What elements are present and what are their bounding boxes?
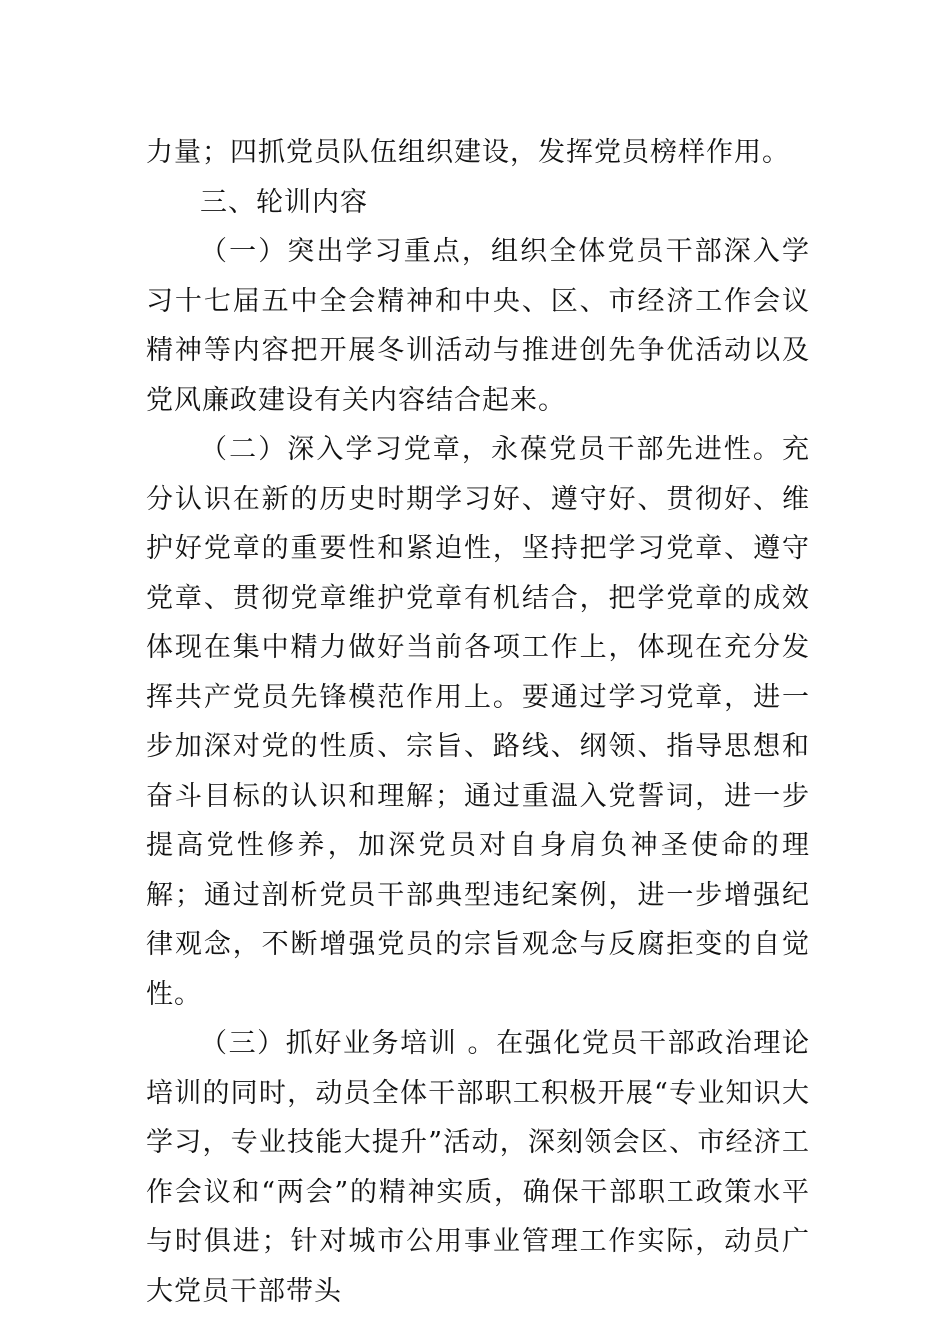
paragraph-continuation: 力量；四抓党员队伍组织建设，发挥党员榜样作用。 bbox=[146, 137, 790, 168]
document-body bbox=[146, 128, 810, 1316]
paragraph-item-2: （二）深入学习党章，永葆党员干部先进性。充分认识在新的历史时期学习好、遵守好、贯彻好、维护好党章的重要性和紧迫性，坚持把学习党章、遵守党章、贯彻党章维护党章有机结合，把学党章的成效体现在集中精力做好当前各项工作上，体现在充分发挥共产党员先锋模范作用上。要通过学习党章，进一步加深对党的性质、宗旨、路线、纲领、指导思想和奋斗目标的认识和理解；通过重温入党誓词，进一步提高党性修养，加深党员对自身肩负神圣使命的理解；通过剖析党员干部典型违纪案例，进一步增强纪律观念，不断增强党员的宗旨观念与反腐拒变的自觉性。 bbox=[146, 434, 810, 1010]
section-heading: 三、轮训内容 bbox=[200, 186, 368, 218]
paragraph-item-1: （一）突出学习重点，组织全体党员干部深入学习十七届五中全会精神和中央、区、市经济工作会议精神等内容把开展冬训活动与推进创先争优活动以及党风廉政建设有关内容结合起来。 bbox=[146, 236, 810, 416]
paragraph-item-3: （三）抓好业务培训 。在强化党员干部政治理论培训的同时，动员全体干部职工积极开展“专业知识大学习，专业技能大提升”活动，深刻领会区、市经济工作会议和“两会”的精神实质，确保干部职工政策水平与时俱进；针对城市公用事业管理工作实际，动员广大党员干部带头 bbox=[146, 1028, 810, 1307]
